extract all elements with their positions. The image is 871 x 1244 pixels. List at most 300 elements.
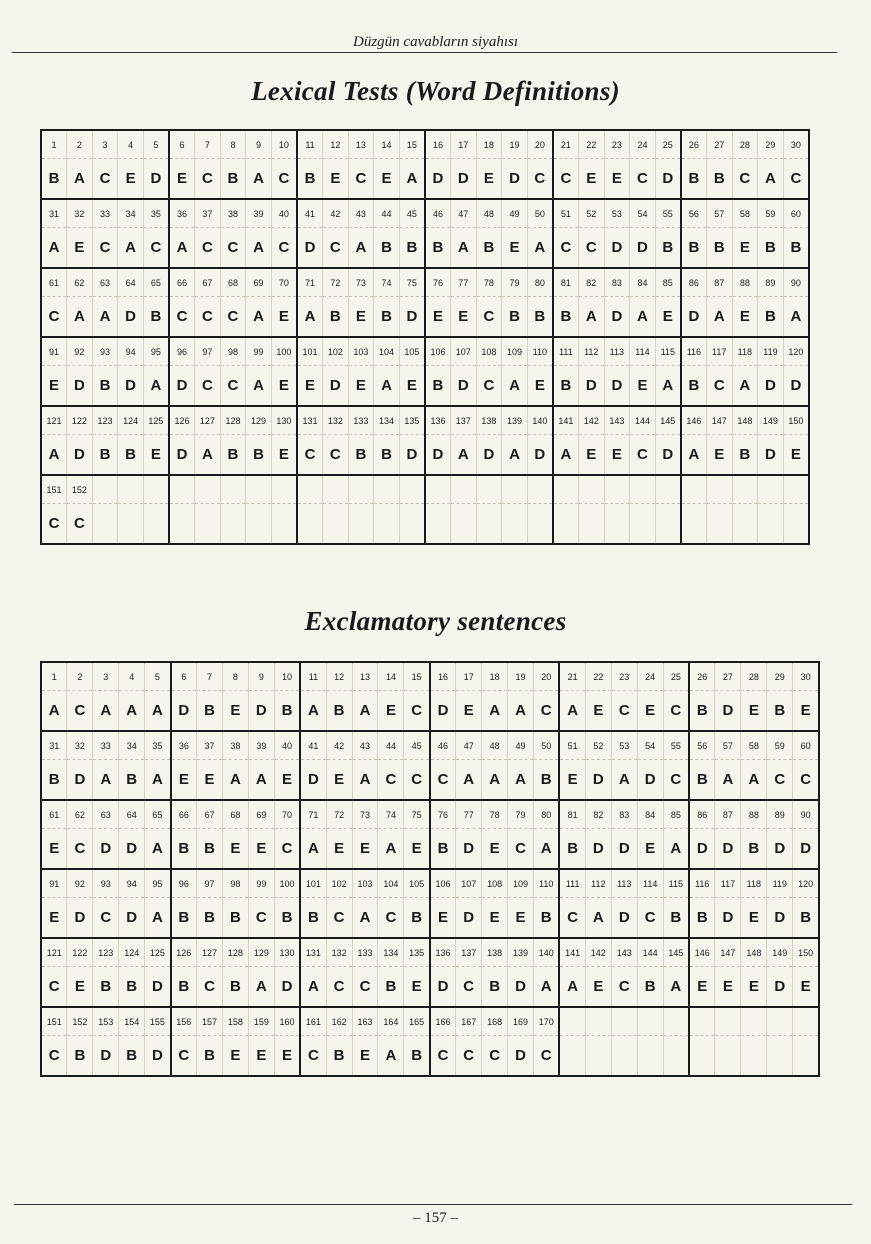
question-number-cell [374, 475, 400, 504]
question-number-cell: 114 [637, 869, 663, 898]
answer-cell: B [246, 435, 272, 476]
answer-cell: E [222, 691, 248, 732]
question-number-cell: 56 [689, 731, 715, 760]
question-number-cell: 83 [611, 800, 637, 829]
answer-cell: D [508, 967, 534, 1008]
answer-cell: A [92, 297, 118, 338]
question-number-cell [793, 1007, 819, 1036]
question-number-cell: 81 [559, 800, 585, 829]
question-number-cell: 85 [663, 800, 689, 829]
question-number-cell [92, 475, 118, 504]
question-number-cell: 57 [715, 731, 741, 760]
answer-cell: A [741, 760, 767, 801]
answer-cell: C [171, 1036, 197, 1077]
question-number-cell: 99 [246, 337, 272, 366]
answer-row [41, 898, 819, 939]
answer-cell: A [145, 760, 171, 801]
question-number-cell: 67 [197, 800, 223, 829]
answer-cell: C [297, 435, 323, 476]
question-number-cell: 16 [425, 130, 451, 159]
answer-cell: B [171, 967, 197, 1008]
question-number-cell: 14 [378, 662, 404, 691]
question-number-cell: 19 [508, 662, 534, 691]
answer-cell: A [378, 829, 404, 870]
question-number-cell: 105 [404, 869, 430, 898]
answer-cell: E [352, 829, 378, 870]
question-number-cell: 91 [41, 869, 67, 898]
question-number-cell: 42 [326, 731, 352, 760]
answer-cell: E [482, 898, 508, 939]
question-number-row [41, 800, 819, 829]
question-number-cell: 52 [578, 199, 604, 228]
question-number-cell: 140 [527, 406, 553, 435]
answer-cell: A [93, 691, 119, 732]
answer-cell: C [41, 297, 67, 338]
answer-cell: D [399, 435, 425, 476]
answer-cell: B [222, 898, 248, 939]
question-number-cell: 36 [169, 199, 195, 228]
answer-cell [706, 504, 732, 545]
question-number-cell: 70 [274, 800, 300, 829]
answer-cell [767, 1036, 793, 1077]
question-number-cell: 5 [145, 662, 171, 691]
question-number-cell: 102 [323, 337, 349, 366]
answer-cell: C [378, 898, 404, 939]
answer-cell: E [741, 898, 767, 939]
question-number-cell: 169 [508, 1007, 534, 1036]
answer-cell: B [92, 366, 118, 407]
question-number-cell: 6 [169, 130, 195, 159]
answer-row [41, 297, 809, 338]
question-number-cell: 46 [425, 199, 451, 228]
question-number-cell [559, 1007, 585, 1036]
answer-cell: A [527, 228, 553, 269]
question-number-cell [118, 475, 144, 504]
question-number-cell: 106 [425, 337, 451, 366]
answer-cell: B [93, 967, 119, 1008]
question-number-cell [655, 475, 681, 504]
question-number-cell: 44 [374, 199, 400, 228]
answer-cell: B [502, 297, 528, 338]
answer-cell: B [527, 297, 553, 338]
answer-cell: C [41, 1036, 67, 1077]
answer-cell: D [119, 829, 145, 870]
question-number-cell: 103 [352, 869, 378, 898]
question-number-cell [637, 1007, 663, 1036]
question-number-cell: 119 [758, 337, 784, 366]
question-number-cell: 131 [297, 406, 323, 435]
answer-cell [793, 1036, 819, 1077]
question-number-cell: 120 [793, 869, 819, 898]
answer-cell: E [399, 366, 425, 407]
question-number-cell: 108 [482, 869, 508, 898]
question-number-cell: 121 [41, 938, 67, 967]
answer-cell: B [476, 228, 502, 269]
question-number-row [41, 869, 819, 898]
question-number-cell: 71 [300, 800, 326, 829]
answer-cell: E [482, 829, 508, 870]
answer-cell: B [41, 760, 67, 801]
answer-cell: B [404, 898, 430, 939]
answer-cell: C [534, 691, 560, 732]
answer-cell: C [248, 898, 274, 939]
answer-cell: E [274, 1036, 300, 1077]
question-number-cell: 65 [145, 800, 171, 829]
answer-row [41, 228, 809, 269]
question-number-cell: 65 [143, 268, 169, 297]
answer-cell: A [578, 297, 604, 338]
answer-cell: A [502, 435, 528, 476]
question-number-cell: 75 [404, 800, 430, 829]
question-number-cell: 30 [793, 662, 819, 691]
answer-cell: A [93, 760, 119, 801]
answer-cell: A [118, 228, 144, 269]
question-number-row [41, 662, 819, 691]
question-number-cell: 132 [326, 938, 352, 967]
answer-cell: A [758, 159, 784, 200]
answer-table [40, 661, 820, 1077]
question-number-cell: 131 [300, 938, 326, 967]
question-number-cell: 61 [41, 800, 67, 829]
question-number-cell: 25 [655, 130, 681, 159]
answer-cell: E [352, 1036, 378, 1077]
question-number-cell: 129 [246, 406, 272, 435]
answer-cell: A [145, 829, 171, 870]
answer-cell: C [195, 366, 221, 407]
question-number-cell: 47 [451, 199, 477, 228]
answer-cell: C [300, 1036, 326, 1077]
question-number-cell [715, 1007, 741, 1036]
answer-row [41, 504, 809, 545]
answer-cell: B [706, 159, 732, 200]
answer-cell: A [451, 435, 477, 476]
question-number-cell: 100 [271, 337, 297, 366]
question-number-cell: 31 [41, 731, 67, 760]
question-number-cell [741, 1007, 767, 1036]
question-number-cell: 133 [348, 406, 374, 435]
question-number-cell: 95 [143, 337, 169, 366]
question-number-cell: 134 [374, 406, 400, 435]
question-number-cell: 20 [534, 662, 560, 691]
answer-cell: E [248, 1036, 274, 1077]
question-number-cell: 21 [553, 130, 579, 159]
question-number-row [41, 1007, 819, 1036]
question-number-cell: 35 [145, 731, 171, 760]
answer-cell [118, 504, 144, 545]
answer-cell: A [451, 228, 477, 269]
question-number-cell [195, 475, 221, 504]
question-number-row [41, 731, 819, 760]
answer-row [41, 435, 809, 476]
question-number-row [41, 199, 809, 228]
question-number-cell: 35 [143, 199, 169, 228]
answer-cell: C [404, 691, 430, 732]
answer-cell: C [67, 691, 93, 732]
question-number-cell: 26 [681, 130, 707, 159]
answer-cell: C [553, 159, 579, 200]
question-number-cell: 104 [378, 869, 404, 898]
answer-cell: A [300, 829, 326, 870]
answer-cell: A [681, 435, 707, 476]
answer-cell [553, 504, 579, 545]
answer-cell: B [783, 228, 809, 269]
answer-cell: B [171, 898, 197, 939]
answer-cell [323, 504, 349, 545]
answer-cell: E [732, 228, 758, 269]
answer-cell: A [553, 435, 579, 476]
question-number-cell: 103 [348, 337, 374, 366]
answer-cell [663, 1036, 689, 1077]
answer-cell [681, 504, 707, 545]
answer-cell: A [534, 967, 560, 1008]
question-number-cell: 135 [404, 938, 430, 967]
question-number-cell: 40 [274, 731, 300, 760]
answer-cell: D [67, 366, 93, 407]
question-number-cell: 142 [585, 938, 611, 967]
answer-cell [220, 504, 246, 545]
answer-cell: D [145, 1036, 171, 1077]
question-number-cell: 86 [681, 268, 707, 297]
question-number-cell: 141 [553, 406, 579, 435]
question-number-cell: 51 [559, 731, 585, 760]
question-number-cell: 117 [715, 869, 741, 898]
answer-cell: B [92, 435, 118, 476]
question-number-cell: 96 [171, 869, 197, 898]
answer-row [41, 829, 819, 870]
question-number-cell: 150 [793, 938, 819, 967]
answer-cell: A [195, 435, 221, 476]
question-number-cell: 124 [119, 938, 145, 967]
answer-cell: B [793, 898, 819, 939]
answer-cell: B [119, 760, 145, 801]
question-number-cell: 145 [655, 406, 681, 435]
question-number-cell: 155 [145, 1007, 171, 1036]
question-number-cell: 47 [456, 731, 482, 760]
question-number-cell: 89 [767, 800, 793, 829]
answer-cell: B [689, 898, 715, 939]
answer-cell: A [482, 760, 508, 801]
question-number-cell: 32 [67, 199, 93, 228]
answer-cell [297, 504, 323, 545]
answer-cell: E [171, 760, 197, 801]
question-number-cell: 135 [399, 406, 425, 435]
question-number-cell: 90 [793, 800, 819, 829]
answer-cell: D [169, 435, 195, 476]
question-number-cell: 40 [271, 199, 297, 228]
answer-cell: A [248, 760, 274, 801]
answer-cell: D [655, 159, 681, 200]
question-number-cell: 50 [534, 731, 560, 760]
answer-row [41, 1036, 819, 1077]
answer-cell [476, 504, 502, 545]
question-number-cell: 146 [689, 938, 715, 967]
question-number-cell: 8 [220, 130, 246, 159]
answer-cell: C [783, 159, 809, 200]
question-number-row [41, 475, 809, 504]
question-number-cell: 79 [508, 800, 534, 829]
question-number-cell: 117 [706, 337, 732, 366]
answer-cell: B [197, 1036, 223, 1077]
answer-cell: E [67, 228, 93, 269]
answer-cell: C [326, 898, 352, 939]
answer-cell: D [655, 435, 681, 476]
question-number-cell: 130 [271, 406, 297, 435]
question-number-cell: 112 [585, 869, 611, 898]
answer-cell: E [706, 435, 732, 476]
answer-cell: E [271, 366, 297, 407]
answer-cell [399, 504, 425, 545]
answer-cell: A [374, 366, 400, 407]
answer-cell: B [741, 829, 767, 870]
answer-cell: C [404, 760, 430, 801]
answer-cell: A [352, 691, 378, 732]
answer-cell: E [222, 1036, 248, 1077]
question-number-cell: 19 [502, 130, 528, 159]
question-number-cell: 80 [527, 268, 553, 297]
question-number-cell: 58 [741, 731, 767, 760]
answer-cell: A [663, 829, 689, 870]
question-number-cell: 33 [92, 199, 118, 228]
answer-cell: A [246, 366, 272, 407]
answer-cell: B [274, 691, 300, 732]
answer-cell: C [326, 967, 352, 1008]
answer-cell: E [585, 967, 611, 1008]
answer-cell: C [352, 967, 378, 1008]
answer-cell: B [119, 967, 145, 1008]
question-number-cell: 22 [585, 662, 611, 691]
question-number-cell: 4 [118, 130, 144, 159]
question-number-cell: 66 [169, 268, 195, 297]
header-rule [12, 52, 837, 53]
question-number-cell [578, 475, 604, 504]
answer-cell: A [482, 691, 508, 732]
question-number-cell [502, 475, 528, 504]
question-number-cell [297, 475, 323, 504]
question-number-cell: 118 [732, 337, 758, 366]
question-number-cell: 104 [374, 337, 400, 366]
answer-cell: D [767, 898, 793, 939]
question-number-cell: 148 [732, 406, 758, 435]
question-number-cell: 143 [604, 406, 630, 435]
answer-cell: A [248, 967, 274, 1008]
question-number-cell: 87 [706, 268, 732, 297]
question-number-cell: 91 [41, 337, 67, 366]
answer-cell: E [502, 228, 528, 269]
answer-cell: A [715, 760, 741, 801]
question-number-cell: 13 [352, 662, 378, 691]
answer-cell [246, 504, 272, 545]
answer-cell: D [67, 435, 93, 476]
answer-cell: B [374, 228, 400, 269]
question-number-cell: 24 [637, 662, 663, 691]
answer-cell: A [348, 228, 374, 269]
question-number-cell: 48 [476, 199, 502, 228]
question-number-cell: 89 [758, 268, 784, 297]
answer-cell: A [352, 898, 378, 939]
question-number-cell: 11 [297, 130, 323, 159]
answer-cell: D [585, 829, 611, 870]
question-number-cell: 151 [41, 475, 67, 504]
answer-cell: A [67, 159, 93, 200]
answer-cell: B [553, 297, 579, 338]
question-number-cell: 82 [585, 800, 611, 829]
page-number: – 157 – [413, 1210, 458, 1226]
answer-cell: C [706, 366, 732, 407]
question-number-cell: 154 [119, 1007, 145, 1036]
question-number-cell: 45 [399, 199, 425, 228]
answer-cell: D [715, 898, 741, 939]
answer-cell: E [689, 967, 715, 1008]
answer-cell: E [378, 691, 404, 732]
answer-cell: B [681, 159, 707, 200]
answer-cell: C [378, 760, 404, 801]
question-number-cell: 116 [681, 337, 707, 366]
answer-cell: B [425, 228, 451, 269]
answer-cell: D [248, 691, 274, 732]
answer-cell: A [143, 366, 169, 407]
question-number-cell: 6 [171, 662, 197, 691]
question-number-cell: 148 [741, 938, 767, 967]
running-header: Düzgün cavabların siyahısı [353, 34, 518, 50]
answer-cell: C [220, 297, 246, 338]
question-number-cell: 112 [578, 337, 604, 366]
answer-cell: A [655, 366, 681, 407]
answer-cell: C [195, 159, 221, 200]
question-number-cell: 170 [534, 1007, 560, 1036]
answer-cell: D [297, 228, 323, 269]
answer-cell: C [143, 228, 169, 269]
answer-cell: C [67, 504, 93, 545]
answer-cell: E [732, 297, 758, 338]
question-number-cell: 97 [195, 337, 221, 366]
answer-cell: D [758, 435, 784, 476]
answer-cell: A [611, 760, 637, 801]
answer-cell: D [93, 829, 119, 870]
question-number-cell: 119 [767, 869, 793, 898]
answer-cell: E [348, 366, 374, 407]
answer-cell: B [300, 898, 326, 939]
answer-cell: B [689, 691, 715, 732]
answer-cell: A [502, 366, 528, 407]
question-number-cell: 82 [578, 268, 604, 297]
answer-cell: A [67, 297, 93, 338]
answer-cell: B [482, 967, 508, 1008]
question-number-cell: 46 [430, 731, 456, 760]
question-number-cell: 118 [741, 869, 767, 898]
question-number-cell: 18 [476, 130, 502, 159]
answer-cell: A [783, 297, 809, 338]
answer-cell: D [604, 228, 630, 269]
question-number-cell [604, 475, 630, 504]
answer-cell: E [67, 967, 93, 1008]
question-number-cell: 124 [118, 406, 144, 435]
question-number-cell: 54 [637, 731, 663, 760]
answer-cell: C [663, 760, 689, 801]
answer-cell: C [527, 159, 553, 200]
answer-cell: D [118, 297, 144, 338]
answer-cell: B [374, 297, 400, 338]
answer-cell: B [430, 829, 456, 870]
answer-cell: B [220, 159, 246, 200]
question-number-cell: 43 [348, 199, 374, 228]
answer-cell [611, 1036, 637, 1077]
answer-cell: D [67, 760, 93, 801]
question-number-cell: 41 [300, 731, 326, 760]
answer-cell: D [171, 691, 197, 732]
question-number-cell [630, 475, 656, 504]
answer-cell: B [171, 829, 197, 870]
answer-cell: D [93, 1036, 119, 1077]
